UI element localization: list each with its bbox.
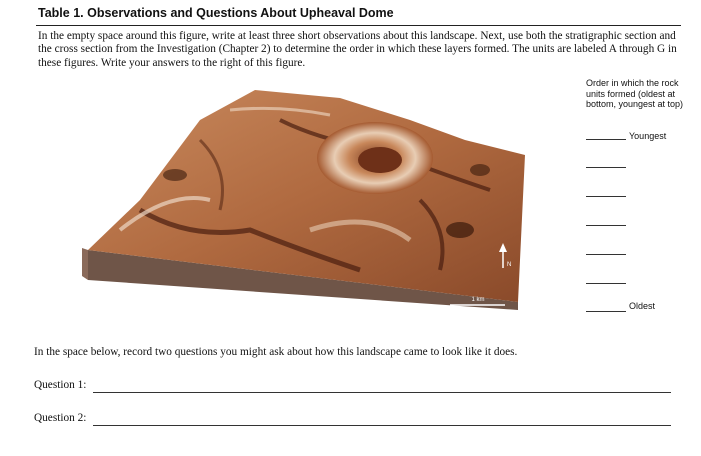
order-header: Order in which the rock units formed (oldest at bottom, youngest at top) <box>586 78 684 109</box>
order-blank-line[interactable] <box>586 254 626 255</box>
question-2-answer-line[interactable] <box>93 425 671 426</box>
scale-label: 1 km <box>471 297 485 303</box>
title-divider <box>36 25 681 26</box>
question-1-label: Question 1: <box>34 379 87 391</box>
questions-prompt: In the space below, record two questions you might ask about how this landscape came to look like it does. <box>34 346 518 358</box>
order-blank-line[interactable] <box>586 225 626 226</box>
order-blank-line[interactable] <box>586 139 626 140</box>
oldest-label: Oldest <box>629 301 656 311</box>
question-1-answer-line[interactable] <box>93 392 671 393</box>
shadow <box>163 169 187 181</box>
shadow <box>446 222 474 238</box>
youngest-label: Youngest <box>629 131 667 141</box>
order-blank-line[interactable] <box>586 167 626 168</box>
table-title: Table 1. Observations and Questions About Upheaval Dome <box>38 6 394 20</box>
shadow <box>470 164 490 176</box>
order-blank-line[interactable] <box>586 196 626 197</box>
dome-core <box>358 147 402 173</box>
upheaval-dome-block-diagram <box>80 80 530 320</box>
question-2-label: Question 2: <box>34 412 87 424</box>
instructions-text: In the empty space around this figure, write at least three short observations about this landscape. Next, use both the stratigraphic section and the cross section from the Investigation (Chapter 2) to determine the order in which these layers formed. The units are labeled A through G in these figures. Write your answers to the right of this figure. <box>38 30 677 69</box>
order-blank-line[interactable] <box>586 283 626 284</box>
order-blank-line[interactable] <box>586 311 626 312</box>
north-label: N <box>507 262 512 268</box>
block-side-face <box>82 248 88 280</box>
